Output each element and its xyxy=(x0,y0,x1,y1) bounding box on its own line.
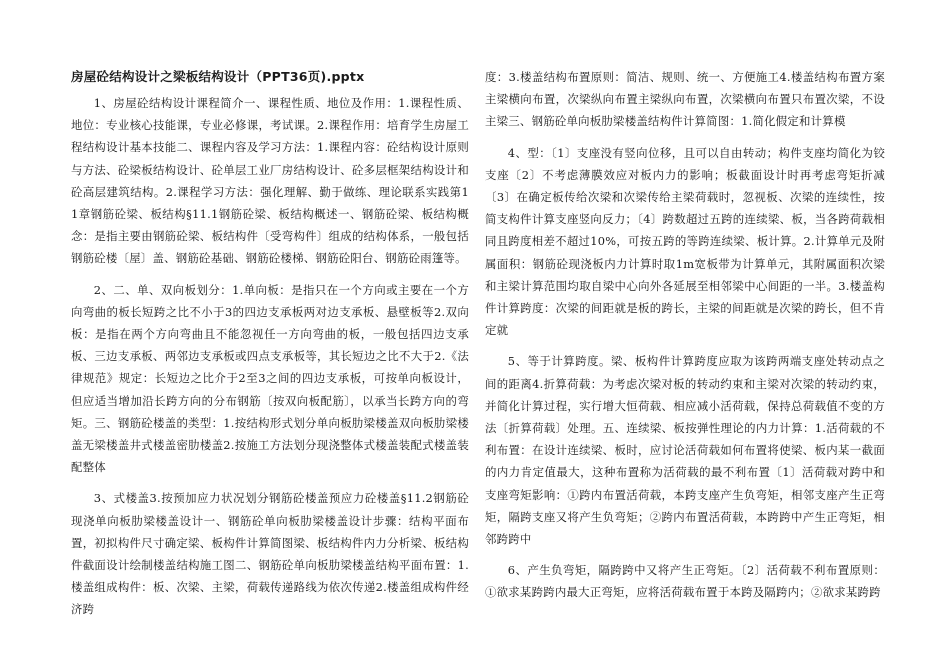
paragraph-3-continued: 度：3.楼盖结构布置原则：简洁、规则、统一、方便施工4.楼盖结构布置方案主梁横向布置，次梁纵向布置主梁纵向布置，次梁横向布置只布置次梁，不设主梁三、钢筋砼单向板肋梁楼盖结构件计算简图：1.简化假定和计算模 xyxy=(485,70,885,129)
left-column xyxy=(71,66,469,630)
paragraph-1: 1、房屋砼结构设计课程简介一、课程性质、地位及作用：1.课程性质、地位：专业核心技能课，专业必修课，考试课。2.课程作用：培育学生房屋工程结构设计基本技能二、课程内容及学习方法：1.课程内容：砼结构设计原则与方法、砼梁板结构设计、砼单层工业厂房结构设计、砼多层框架结构设计和砼高层建筑结构。2.课程学习方法：强化理解、勤于做练、理论联系实践第11章钢筋砼梁、板结构§11.1钢筋砼梁、板结构概述一、钢筋砼梁、板结构概念：是指主要由钢筋砼梁、板结构件〔受弯构件〕组成的结构体系，一般包括钢筋砼楼〔屋〕盖、钢筋砼基础、钢筋砼楼梯、钢筋砼阳台、钢筋砼雨篷等。 xyxy=(71,96,469,266)
paragraph-6: 6、产生负弯矩，隔跨跨中又将产生正弯矩。〔2〕活荷载不利布置原则：①欲求某跨跨内最大正弯矩，应将活荷载布置于本跨及隔跨内；②欲求某跨跨 xyxy=(485,563,885,600)
paragraph-2: 2、二、单、双向板划分：1.单向板：是指只在一个方向或主要在一个方向弯曲的板长短跨之比不小于3的四边支承板两对边支承板、悬壁板等2.双向板：是指在两个方向弯曲且不能忽视任一方向弯曲的板，一般包括四边支承板、三边支承板、两邻边支承板或四点支承板等，其长短边之比不大于2.《法律规范》规定：长短边之比介于2至3之间的四边支承板，可按单向板设计，但应适当增加沿长跨方向的分布钢筋〔按双向板配筋〕，以承当长跨方向的弯矩。三、钢筋砼楼盖的类型：1.按结构形式划分单向板肋梁楼盖双向板肋梁楼盖无梁楼盖井式楼盖密肋楼盖2.按施工方法划分现浇整体式楼盖装配式楼盖装配整体 xyxy=(71,282,469,475)
right-column xyxy=(485,66,885,613)
paragraph-3: 3、式楼盖3.按预加应力状况划分钢筋砼楼盖预应力砼楼盖§11.2钢筋砼现浇单向板肋梁楼盖设计一、钢筋砼单向板肋梁楼盖设计步骤：结构平面布置，初拟构件尺寸确定梁、板构件计算简图梁、板结构件内力分析梁、板结构件截面设计绘制楼盖结构施工图二、钢筋砼单向板肋梁楼盖结构平面布置：1.楼盖组成构件：板、次梁、主梁，荷载传递路线为依次传递2.楼盖组成构件经济跨 xyxy=(71,491,469,617)
paragraph-4: 4、型：〔1〕支座没有竖向位移，且可以自由转动；构件支座均简化为铰支座〔2〕不考虑薄膜效应对板内力的影响；板截面设计时再考虑弯矩折减〔3〕在确定板传给次梁和次梁传给主梁荷载时，忽视板、次梁的连续性，按简支构件计算支座竖向反力；〔4〕跨数超过五跨的连续梁、板，当各跨荷载相同且跨度相差不超过10%，可按五跨的等跨连续梁、板计算。2.计算单元及附属面积：钢筋砼现浇板内力计算时取1m宽板带为计算单元，其附属面积次梁和主梁计算范围均取自梁中心向外各延展至相邻梁中心间距的一半。3.楼盖构件计算跨度：次梁的间距就是板的跨长，主梁的间距就是次梁的跨长，但不肯定就 xyxy=(485,145,885,338)
paragraph-5: 5、等于计算跨度。梁、板构件计算跨度应取为该跨两端支座处转动点之间的距离4.折算荷载：为考虑次梁对板的转动约束和主梁对次梁的转动约束，并简化计算过程，实行增大恒荷载、相应减小活荷载，保持总荷载值不变的方法〔折算荷载〕处理。五、连续梁、板按弹性理论的内力计算：1.活荷载的不利布置：在设计连续梁、板时，应讨论活荷载如何布置将使梁、板内某一截面的内力肯定值最大，这种布置称为活荷载的最不利布置〔1〕活荷载对跨中和支座弯矩影响：①跨内布置活荷载，本跨支座产生负弯矩，相邻支座产生正弯矩，隔跨支座又将产生负弯矩；②跨内布置活荷载，本跨跨中产生正弯矩，相邻跨跨中 xyxy=(485,354,885,547)
document-title: 房屋砼结构设计之梁板结构设计（PPT36页).pptx xyxy=(71,69,365,84)
